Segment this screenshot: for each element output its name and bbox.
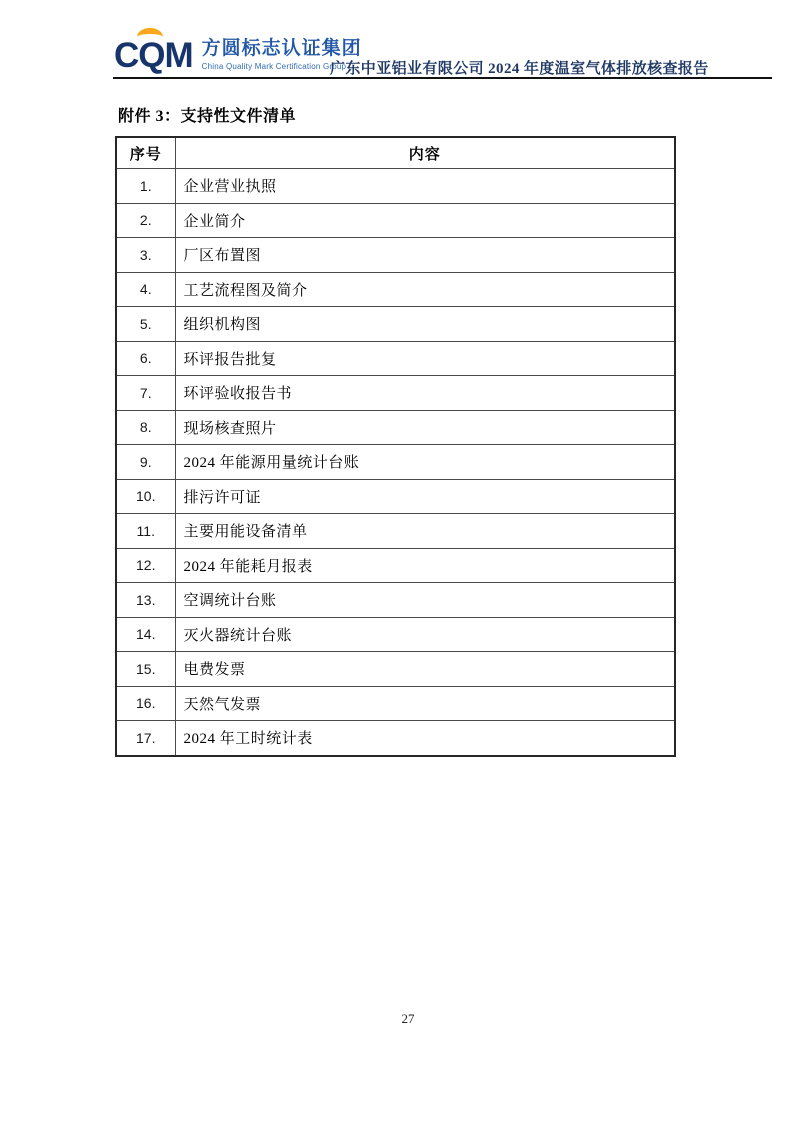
row-number-cell: 16. <box>116 686 175 721</box>
row-number-cell: 5. <box>116 307 175 342</box>
row-content-cell: 主要用能设备清单 <box>175 514 675 549</box>
header-divider <box>113 77 772 79</box>
cqm-wordmark <box>114 38 193 73</box>
table-row <box>116 617 675 652</box>
row-content-cell: 企业营业执照 <box>175 169 675 204</box>
row-content-cell: 排污许可证 <box>175 479 675 514</box>
table-row <box>116 652 675 687</box>
row-number-cell: 12. <box>116 548 175 583</box>
row-content-cell: 组织机构图 <box>175 307 675 342</box>
row-content-cell: 灭火器统计台账 <box>175 617 675 652</box>
row-content-cell: 2024 年能耗月报表 <box>175 548 675 583</box>
row-content-cell: 2024 年工时统计表 <box>175 721 675 756</box>
row-number-cell: 7. <box>116 376 175 411</box>
row-content-cell: 环评验收报告书 <box>175 376 675 411</box>
cqm-logo <box>114 27 362 73</box>
logo-name-cn: 方圆标志认证集团 <box>201 38 362 59</box>
row-number-cell: 13. <box>116 583 175 618</box>
row-number-cell: 4. <box>116 272 175 307</box>
table-row <box>116 445 675 480</box>
table-row <box>116 583 675 618</box>
row-content-cell: 天然气发票 <box>175 686 675 721</box>
row-number-cell: 6. <box>116 341 175 376</box>
table-row <box>116 514 675 549</box>
row-content-cell: 现场核查照片 <box>175 410 675 445</box>
row-number-cell: 1. <box>116 169 175 204</box>
row-number-cell: 8. <box>116 410 175 445</box>
table-row <box>116 307 675 342</box>
row-number-cell: 9. <box>116 445 175 480</box>
row-content-cell: 企业简介 <box>175 203 675 238</box>
row-number-cell: 3. <box>116 238 175 273</box>
row-number-cell: 15. <box>116 652 175 687</box>
col-header-content: 内容 <box>175 137 675 169</box>
table-row <box>116 479 675 514</box>
row-number-cell: 10. <box>116 479 175 514</box>
row-content-cell: 2024 年能源用量统计台账 <box>175 445 675 480</box>
row-content-cell: 电费发票 <box>175 652 675 687</box>
row-content-cell: 厂区布置图 <box>175 238 675 273</box>
row-number-cell: 11. <box>116 514 175 549</box>
table-row <box>116 721 675 756</box>
table-header-row <box>116 137 675 169</box>
attachment-heading: 附件 3：支持性文件清单 <box>118 108 297 125</box>
cqm-wordmark-text: CQM <box>114 36 193 75</box>
report-title: 广东中亚铝业有限公司 2024 年度温室气体排放核查报告 <box>330 61 709 77</box>
table-row <box>116 169 675 204</box>
row-number-cell: 17. <box>116 721 175 756</box>
table-row <box>116 686 675 721</box>
table-row <box>116 238 675 273</box>
supporting-docs-table <box>115 136 676 757</box>
table-row <box>116 376 675 411</box>
table-row <box>116 272 675 307</box>
table-row <box>116 410 675 445</box>
col-header-no: 序号 <box>116 137 175 169</box>
row-content-cell: 空调统计台账 <box>175 583 675 618</box>
row-number-cell: 2. <box>116 203 175 238</box>
row-number-cell: 14. <box>116 617 175 652</box>
supporting-docs-tbody <box>116 169 675 756</box>
row-content-cell: 环评报告批复 <box>175 341 675 376</box>
table-header <box>116 137 675 169</box>
row-content-cell: 工艺流程图及简介 <box>175 272 675 307</box>
logo-arc-icon <box>137 28 163 46</box>
table-row <box>116 341 675 376</box>
table-row <box>116 203 675 238</box>
page-number: 27 <box>401 1011 415 1026</box>
table-row <box>116 548 675 583</box>
logo-name-en: China Quality Mark Certification Group <box>201 61 347 71</box>
